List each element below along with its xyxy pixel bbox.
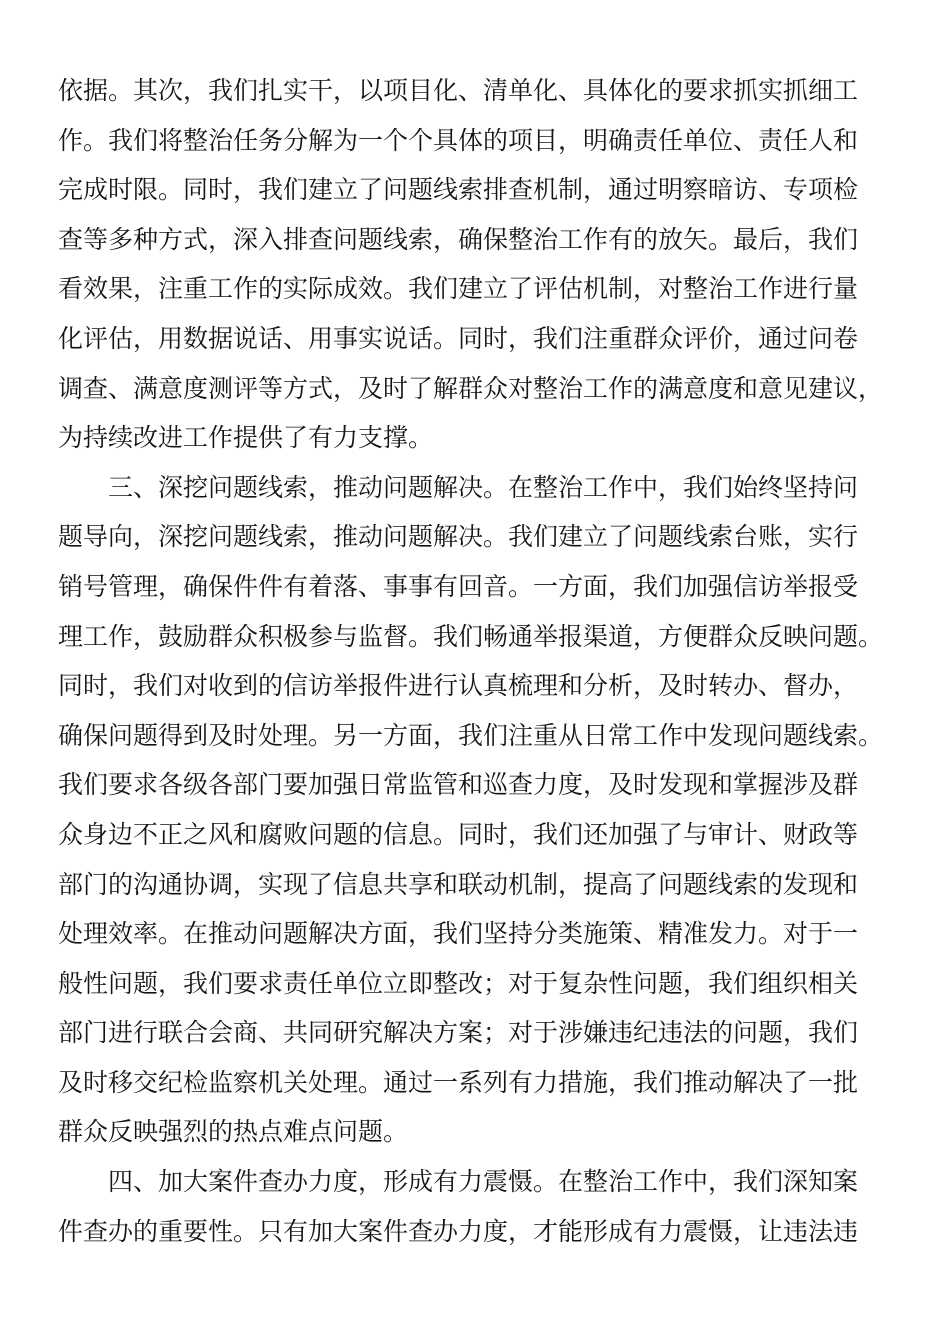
paragraph-2: [58, 463, 888, 1157]
text-line: 部门的沟通协调，实现了信息共享和联动机制，提高了问题线索的发现和: [58, 869, 859, 899]
text-line: 群众反映强烈的热点难点问题。: [58, 1117, 409, 1147]
text-line: 题导向，深挖问题线索，推动问题解决。我们建立了问题线索台账，实行: [58, 522, 859, 552]
text-line: 查等多种方式，深入排查问题线索，确保整治工作有的放矢。最后，我们: [58, 224, 859, 254]
text-line: 件查办的重要性。只有加大案件查办力度，才能形成有力震慑，让违法违: [58, 1216, 859, 1246]
document-body: [58, 66, 888, 1256]
text-line: 处理效率。在推动问题解决方面，我们坚持分类施策、精准发力。对于一: [58, 919, 859, 949]
text-line: 三、深挖问题线索，推动问题解决。在整治工作中，我们始终坚持问: [108, 472, 859, 502]
text-line: 完成时限。同时，我们建立了问题线索排查机制，通过明察暗访、专项检: [58, 175, 859, 205]
text-line: 看效果，注重工作的实际成效。我们建立了评估机制，对整治工作进行量: [58, 274, 859, 304]
text-line: 及时移交纪检监察机关处理。通过一系列有力措施，我们推动解决了一批: [58, 1067, 859, 1097]
text-line: 众身边不正之风和腐败问题的信息。同时，我们还加强了与审计、财政等: [58, 819, 859, 849]
text-line: 调查、满意度测评等方式，及时了解群众对整治工作的满意度和意见建议，: [58, 373, 884, 403]
text-line: 化评估，用数据说话、用事实说话。同时，我们注重群众评价，通过问卷: [58, 323, 859, 353]
text-line: 同时，我们对收到的信访举报件进行认真梳理和分析，及时转办、督办，: [58, 671, 859, 701]
paragraph-1: [58, 66, 888, 463]
text-line: 部门进行联合会商、共同研究解决方案；对于涉嫌违纪违法的问题，我们: [58, 1018, 859, 1048]
text-line: 理工作，鼓励群众积极参与监督。我们畅通举报渠道，方便群众反映问题。: [58, 621, 884, 651]
text-line: 确保问题得到及时处理。另一方面，我们注重从日常工作中发现问题线索。: [58, 720, 884, 750]
text-line: 作。我们将整治任务分解为一个个具体的项目，明确责任单位、责任人和: [58, 125, 859, 155]
text-line: 依据。其次，我们扎实干，以项目化、清单化、具体化的要求抓实抓细工: [58, 76, 859, 105]
text-line: 销号管理，确保件件有着落、事事有回音。一方面，我们加强信访举报受: [58, 571, 859, 601]
paragraph-3: [58, 1157, 888, 1256]
text-line: 为持续改进工作提供了有力支撑。: [58, 423, 434, 453]
text-line: 般性问题，我们要求责任单位立即整改；对于复杂性问题，我们组织相关: [58, 968, 859, 998]
text-line: 我们要求各级各部门要加强日常监管和巡查力度，及时发现和掌握涉及群: [58, 770, 859, 800]
text-line: 四、加大案件查办力度，形成有力震慑。在整治工作中，我们深知案: [108, 1167, 859, 1197]
